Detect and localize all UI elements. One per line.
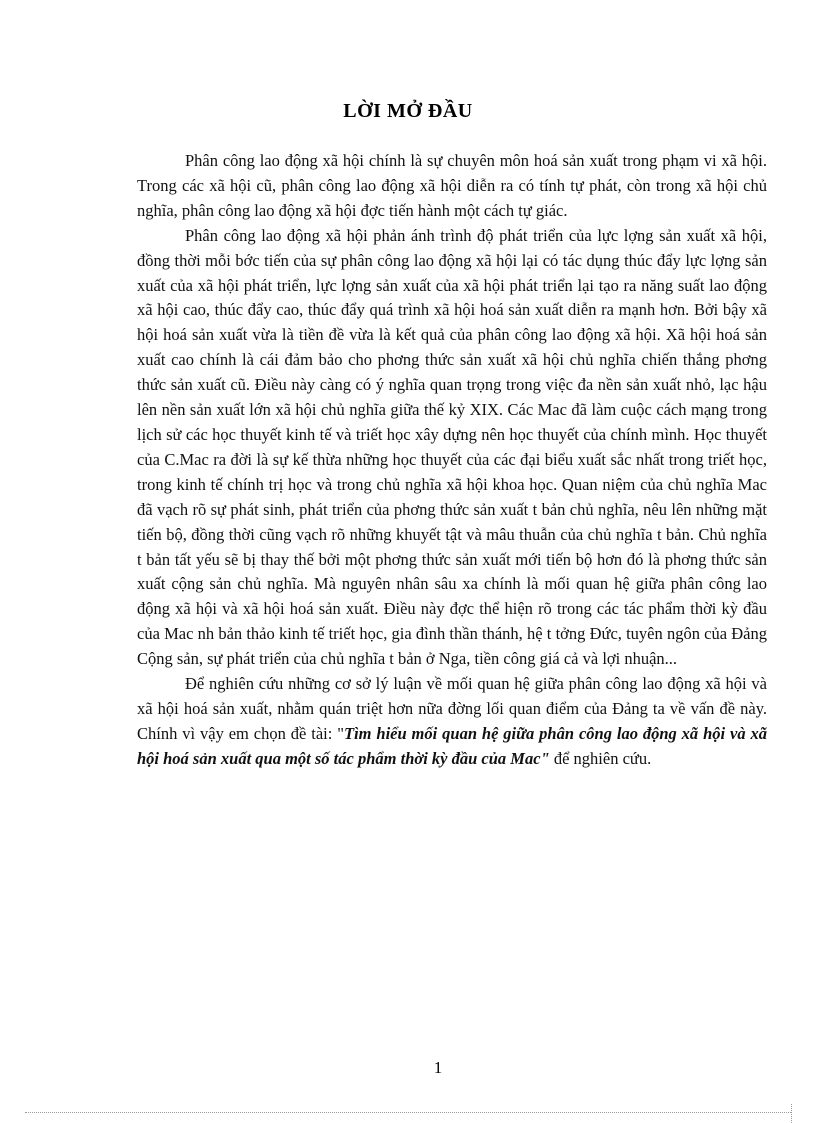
paragraph-3-ending: để nghiên cứu. bbox=[549, 748, 652, 768]
paragraph-3 bbox=[137, 672, 767, 772]
page-number: 1 bbox=[433, 1058, 443, 1077]
document-body bbox=[137, 149, 767, 772]
page-corner-border bbox=[791, 1104, 792, 1123]
paragraph-2: Phân công lao động xã hội phản ánh trình độ phát triển của lực lợng sản xuất xã hội, đồng thời mỗi bớc tiến của sự phân công lao động xã hội lại có tác dụng thúc đẩy lực lợng sản xuất của xã hội phát triển, lực lợng sản xuất của xã hội phát triển lại tạo ra năng suất lao động xã hội cao, thúc đẩy cao, thúc đẩy quá trình xã hội hoá sản xuất diễn ra mạnh hơn. Bởi bậy xã hội hoá sản xuất vừa là tiền đề vừa là kết quả của phân công lao động xã hội. Xã hội hoá sản xuất cao chính là cái đảm bảo cho phơng thức sản xuất xã hội chủ nghĩa chiến thắng phơng thức sản xuất cũ. Điều này càng có ý nghĩa quan trọng trong việc đa nền sản xuất nhỏ, lạc hậu lên nền sản xuất lớn xã hội chủ nghĩa giữa thế kỷ XIX. Các Mac đã làm cuộc cách mạng trong lịch sử các học thuyết kinh tế và triết học xây dựng nên học thuyết của chính mình. Học thuyết của C.Mac ra đời là sự kế thừa những học thuyết của các đại biểu xuất sắc nhất trong triết học, trong kinh tế chính trị học và trong chủ nghĩa xã hội khoa học. Quan niệm của chủ nghĩa Mac đã vạch rõ sự phát sinh, phát triển của phơng thức sản xuất t bản chủ nghĩa, nêu lên những mặt tiến bộ, đồng thời cũng vạch rõ những khuyết tật và mâu thuẫn của chủ nghĩa t bản. Chủ nghĩa t bản tất yếu sẽ bị thay thế bởi một phơng thức sản xuất mới tiến bộ hơn đó là phơng thức sản xuất cộng sản chủ nghĩa. Mà nguyên nhân sâu xa chính là mối quan hệ giữa phân công lao động xã hội và xã hội hoá sản xuất. Điều này đợc thể hiện rõ trong các tác phẩm thời kỳ đầu của Mac nh bản thảo kinh tế triết học, gia đình thần thánh, hệ t tởng Đức, tuyên ngôn của Đảng Cộng sản, sự phát triển của chủ nghĩa t bản ở Nga, tiền công giá cả và lợi nhuận... bbox=[137, 225, 767, 669]
page-bottom-border bbox=[25, 1112, 791, 1113]
thesis-topic-title: Tìm hiểu mối quan hệ giữa phân công lao động xã hội và xã hội hoá sản xuất qua một số tác phẩm thời kỳ đầu của Mac" bbox=[137, 723, 767, 768]
page-title: LỜI MỞ ĐẦU bbox=[343, 100, 473, 122]
paragraph-1: Phân công lao động xã hội chính là sự chuyên môn hoá sản xuất trong phạm vi xã hội. Trong các xã hội cũ, phân công lao động xã hội diễn ra có tính tự phát, còn trong xã hội chủ nghĩa, phân công lao động xã hội đợc tiến hành một cách tự giác. bbox=[137, 151, 767, 220]
paragraph-3-intro: Để nghiên cứu những cơ sở lý luận về mối quan hệ giữa phân công lao động xã hội và xã hội hoá sản xuất, nhằm quán triệt hơn nữa đờng lối quan điểm của Đảng ta về vấn đề này. Chính vì vậy em chọn đề tài: " bbox=[137, 674, 767, 743]
